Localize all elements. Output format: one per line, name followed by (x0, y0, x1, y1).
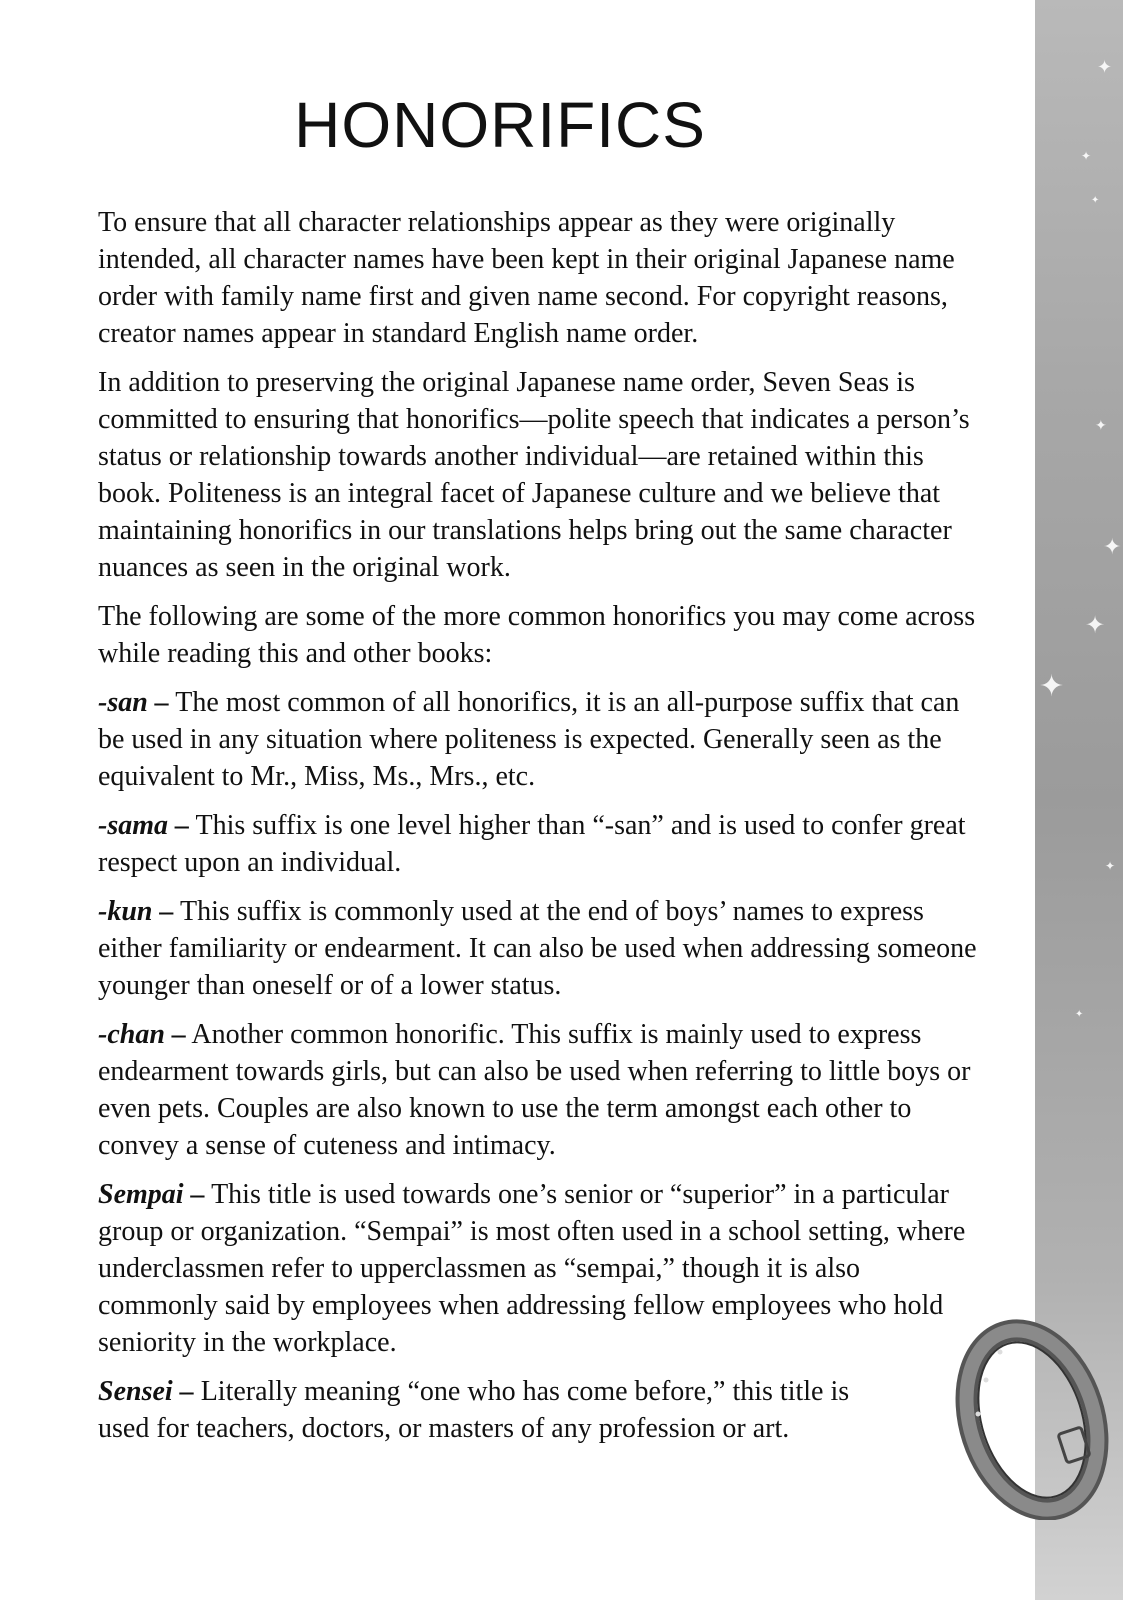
honorific-definition: Another common honorific. This suffix is mainly used to express endearment towards girls, but can also be used when referring to little boys or even pets. Couples are also known to use the term amongst each other to convey a sense of cuteness and intimacy. (98, 1019, 971, 1161)
intro-paragraph: In addition to preserving the original Japanese name order, Seven Seas is committed to ensuring that honorifics—polite speech that indicates a person’s status or relationship towards another individual—are retained within this book. Politeness is an integral facet of Japanese culture and we believe that maintaining honorifics in our translations helps bring out the same character nuances as seen in the original work. (98, 367, 970, 583)
honorific-definition: This suffix is commonly used at the end of boys’ names to express either familiarity or endearment. It can also be used when addressing someone younger than oneself or of a lower status. (98, 896, 977, 1001)
dash-separator: – (175, 810, 189, 841)
bracelet-illustration (942, 1310, 1112, 1520)
honorific-definition: This suffix is one level higher than “-san” and is used to confer great respect upon an individual. (98, 810, 966, 878)
honorific-entry-kun (98, 893, 978, 1004)
honorific-entry-sensei (98, 1373, 888, 1447)
honorific-definition: Literally meaning “one who has come before,” this title is used for teachers, doctors, or masters of any profession or art. (98, 1376, 850, 1444)
honorific-entry-sama (98, 807, 978, 881)
honorific-term: Sempai (98, 1179, 184, 1210)
honorific-definition: This title is used towards one’s senior or “superior” in a particular group or organization. “Sempai” is most often used in a school setting, where underclassmen refer to upperclassmen as “sempai,” though it is also commonly said by employees when addressing fellow employees who hold seniority in the workplace. (98, 1179, 966, 1358)
document-body (98, 204, 978, 1459)
dash-separator: – (159, 896, 174, 927)
sparkle-icon: ✦ (1081, 149, 1092, 163)
honorific-entry-san (98, 684, 978, 795)
sparkle-icon: ✦ (1039, 670, 1065, 703)
sparkle-icon: ✦ (1095, 419, 1107, 434)
dash-separator: – (171, 1019, 186, 1050)
honorific-term: -kun (98, 896, 153, 927)
dash-separator: – (154, 687, 169, 718)
sparkle-icon: ✦ (1105, 859, 1116, 873)
honorific-term: Sensei (98, 1376, 173, 1407)
honorific-entry-chan (98, 1016, 978, 1164)
honorific-term: -sama (98, 810, 168, 841)
sparkle-icon: ✦ (1097, 57, 1113, 77)
intro-paragraph: The following are some of the more common honorifics you may come across while reading this and other books: (98, 601, 976, 669)
dash-separator: – (179, 1376, 194, 1407)
honorific-entry-sempai (98, 1176, 978, 1361)
sparkle-icon: ✦ (1085, 613, 1106, 639)
honorific-definition: The most common of all honorifics, it is an all-purpose suffix that can be used in any situation where politeness is expected. Generally seen as the equivalent to Mr., Miss, Ms., Mrs., etc. (98, 687, 960, 792)
sparkle-icon: ✦ (1075, 1009, 1084, 1020)
dash-separator: – (190, 1179, 205, 1210)
honorific-term: -san (98, 687, 148, 718)
honorific-term: -chan (98, 1019, 165, 1050)
intro-paragraph: To ensure that all character relationships appear as they were originally intended, all character names have been kept in their original Japanese name order with family name first and given name second. For copyright reasons, creator names appear in standard English name order. (98, 207, 955, 349)
sparkle-icon: ✦ (1091, 195, 1100, 206)
sparkle-icon: ✦ (1103, 534, 1122, 559)
page-title: HONORIFICS (294, 89, 706, 161)
